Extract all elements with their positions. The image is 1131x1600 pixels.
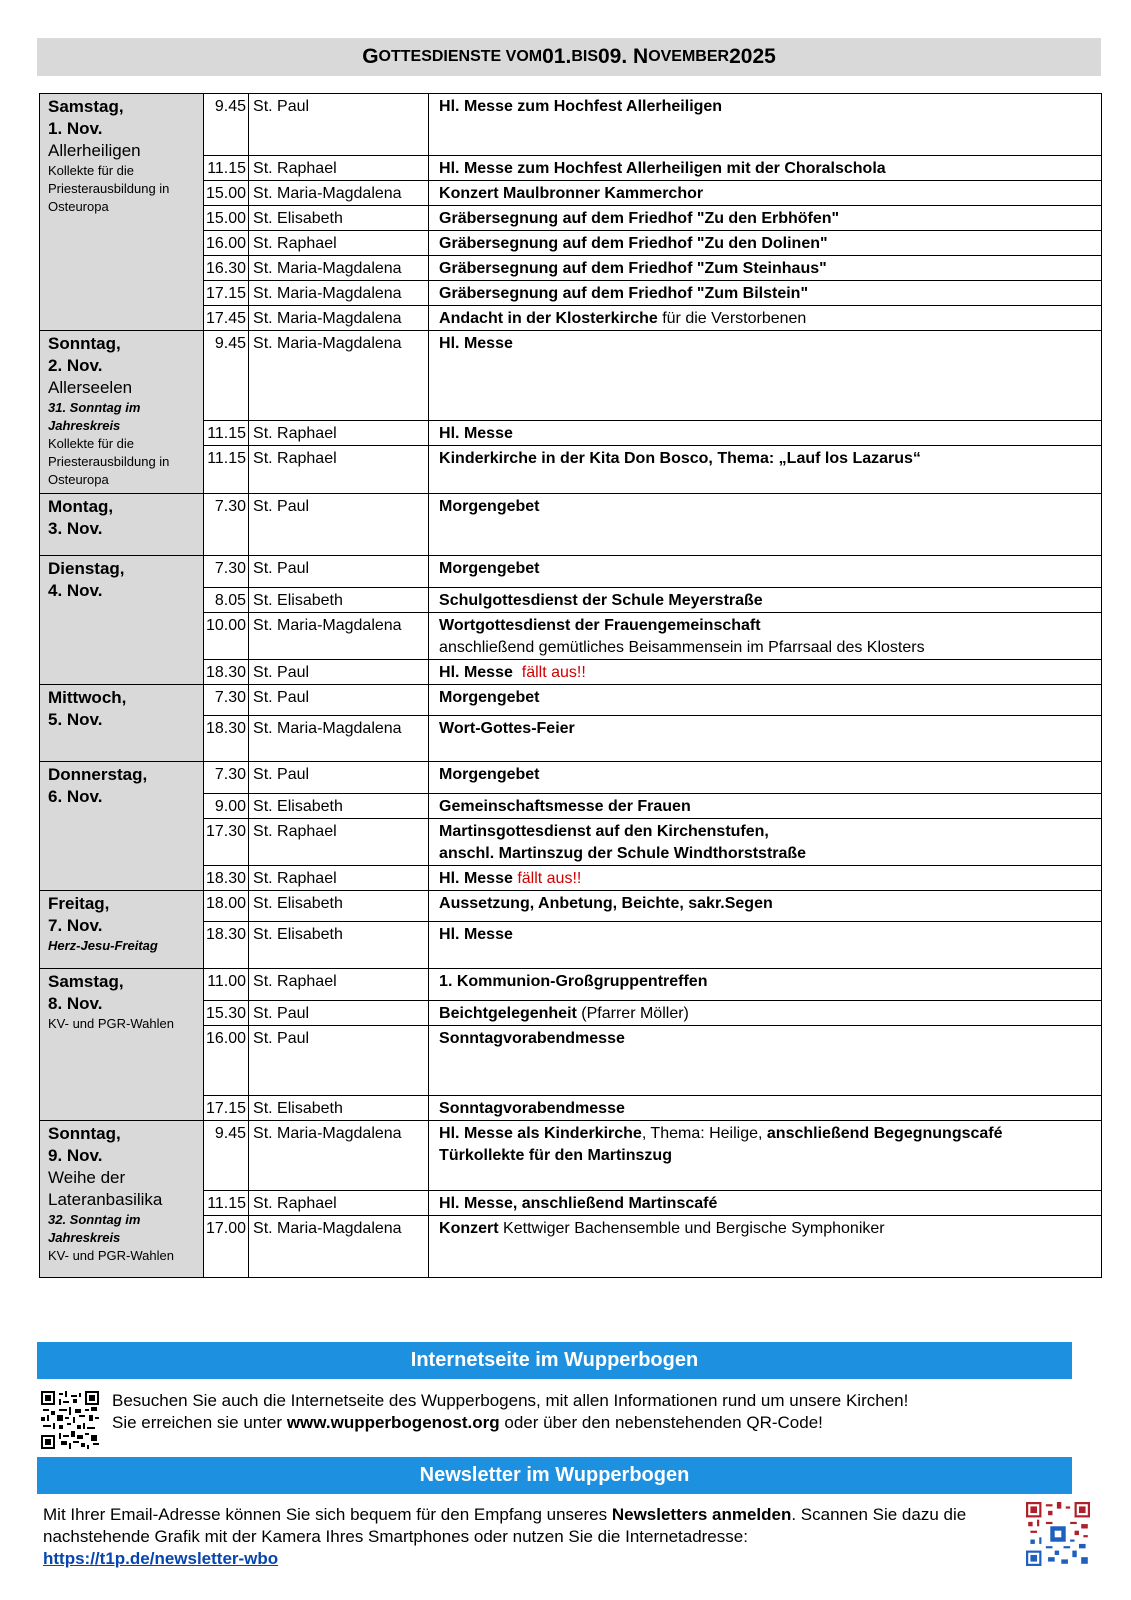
time-cell: 18.00 [204, 891, 249, 922]
location-cell: St. Elisabeth [249, 1096, 429, 1121]
description-cell: Gräbersegnung auf dem Friedhof "Zu den Erbhöfen" [429, 206, 1102, 231]
time-cell: 9.45 [204, 331, 249, 421]
time-cell: 8.05 [204, 588, 249, 613]
website-link[interactable]: www.wupperbogenost.org [286, 1413, 500, 1432]
description-cell: Gräbersegnung auf dem Friedhof "Zu den Dolinen" [429, 231, 1102, 256]
day-cell: Mittwoch, 5. Nov. [40, 685, 204, 762]
location-cell: St. Maria-Magdalena [249, 1216, 429, 1278]
day-cell: Donnerstag, 6. Nov. [40, 762, 204, 891]
description-cell: Hl. Messe [429, 421, 1102, 446]
location-cell: St. Maria-Magdalena [249, 306, 429, 331]
time-cell: 18.30 [204, 660, 249, 685]
location-cell: St. Paul [249, 1026, 429, 1096]
newsletter-link[interactable]: https://t1p.de/newsletter-wbo [43, 1549, 279, 1568]
description-cell: Morgengebet [429, 556, 1102, 588]
table-row [40, 331, 1102, 421]
location-cell: St. Raphael [249, 446, 429, 494]
description-cell: Martinsgottesdienst auf den Kirchenstufen, anschl. Martinszug der Schule Windthorststraße [429, 819, 1102, 866]
time-cell: 7.30 [204, 556, 249, 588]
time-cell: 11.15 [204, 421, 249, 446]
day-cell: Sonntag, 9. Nov. Weihe der Lateranbasilika 32. Sonntag im Jahreskreis KV- und PGR-Wahlen [40, 1121, 204, 1278]
time-cell: 15.00 [204, 206, 249, 231]
cancel-notice: fällt aus!! [517, 870, 582, 887]
description-cell: Kinderkirche in der Kita Don Bosco, Thema: „Lauf los Lazarus“ [429, 446, 1102, 494]
time-cell: 16.30 [204, 256, 249, 281]
location-cell: St. Elisabeth [249, 206, 429, 231]
description-cell: Hl. Messe fällt aus!! [429, 866, 1102, 891]
location-cell: St. Raphael [249, 156, 429, 181]
location-cell: St. Elisabeth [249, 922, 429, 969]
location-cell: St. Paul [249, 762, 429, 794]
description-cell: Aussetzung, Anbetung, Beichte, sakr.Segen [429, 891, 1102, 922]
location-cell: St. Paul [249, 685, 429, 716]
time-cell: 18.30 [204, 922, 249, 969]
description-cell: Gräbersegnung auf dem Friedhof "Zum Bilstein" [429, 281, 1102, 306]
description-cell: Hl. Messe [429, 922, 1102, 969]
description-cell: Hl. Messe zum Hochfest Allerheiligen [429, 94, 1102, 156]
description-cell: Hl. Messe zum Hochfest Allerheiligen mit der Choralschola [429, 156, 1102, 181]
newsletter-description: Mit Ihrer Email-Adresse können Sie sich bequem für den Empfang unseres Newsletters anmelden. Scannen Sie dazu die nachstehende Grafik mit der Kamera Ihres Smartphones oder nutzen Sie die Internetadresse: https://t1p.de/newsletter-wbo [43, 1505, 967, 1568]
schedule-table [39, 93, 1102, 1278]
time-cell: 17.15 [204, 281, 249, 306]
description-cell: Konzert Kettwiger Bachensemble und Bergische Symphoniker [429, 1216, 1102, 1278]
description-cell: Gemeinschaftsmesse der Frauen [429, 794, 1102, 819]
time-cell: 17.15 [204, 1096, 249, 1121]
time-cell: 17.30 [204, 819, 249, 866]
description-cell: Hl. Messe fällt aus!! [429, 660, 1102, 685]
table-row [40, 762, 1102, 794]
table-row [40, 494, 1102, 556]
day-cell: Dienstag, 4. Nov. [40, 556, 204, 685]
day-cell: Freitag, 7. Nov. Herz-Jesu-Freitag [40, 891, 204, 969]
location-cell: St. Maria-Magdalena [249, 1121, 429, 1191]
page-title: G OTTESDIENSTE VOM 01. BIS 09. N OVEMBER 2025 [37, 38, 1101, 76]
time-cell: 7.30 [204, 685, 249, 716]
time-cell: 9.45 [204, 1121, 249, 1191]
location-cell: St. Paul [249, 494, 429, 556]
description-cell: Sonntagvorabendmesse [429, 1026, 1102, 1096]
time-cell: 11.15 [204, 446, 249, 494]
description-cell: Gräbersegnung auf dem Friedhof "Zum Steinhaus" [429, 256, 1102, 281]
time-cell: 10.00 [204, 613, 249, 660]
time-cell: 7.30 [204, 762, 249, 794]
location-cell: St. Raphael [249, 866, 429, 891]
location-cell: St. Maria-Magdalena [249, 281, 429, 306]
description-cell: Morgengebet [429, 762, 1102, 794]
description-cell: Morgengebet [429, 494, 1102, 556]
newsletter-section-header: Newsletter im Wupperbogen [37, 1457, 1072, 1494]
table-row [40, 94, 1102, 156]
time-cell: 9.00 [204, 794, 249, 819]
day-cell: Samstag, 1. Nov. Allerheiligen Kollekte für die Priesterausbildung in Osteuropa [40, 94, 204, 331]
description-cell: Wortgottesdienst der Frauengemeinschaft anschließend gemütliches Beisammensein im Pfarrsaal des Klosters [429, 613, 1102, 660]
location-cell: St. Raphael [249, 231, 429, 256]
time-cell: 16.00 [204, 1026, 249, 1096]
time-cell: 15.30 [204, 1001, 249, 1026]
location-cell: St. Raphael [249, 819, 429, 866]
location-cell: St. Raphael [249, 421, 429, 446]
qr-code-icon[interactable] [41, 1391, 99, 1449]
description-cell: Hl. Messe, anschließend Martinscafé [429, 1191, 1102, 1216]
time-cell: 17.00 [204, 1216, 249, 1278]
table-row [40, 891, 1102, 922]
time-cell: 15.00 [204, 181, 249, 206]
day-cell: Samstag, 8. Nov. KV- und PGR-Wahlen [40, 969, 204, 1121]
table-row [40, 1121, 1102, 1191]
time-cell: 11.00 [204, 969, 249, 1001]
cancel-notice: fällt aus!! [521, 664, 586, 681]
location-cell: St. Paul [249, 94, 429, 156]
table-row [40, 969, 1102, 1001]
description-cell: Morgengebet [429, 685, 1102, 716]
location-cell: St. Elisabeth [249, 588, 429, 613]
location-cell: St. Raphael [249, 1191, 429, 1216]
description-cell: Schulgottesdienst der Schule Meyerstraße [429, 588, 1102, 613]
table-row [40, 685, 1102, 716]
description-cell: Hl. Messe [429, 331, 1102, 421]
location-cell: St. Paul [249, 556, 429, 588]
location-cell: St. Maria-Magdalena [249, 716, 429, 762]
location-cell: St. Maria-Magdalena [249, 181, 429, 206]
description-cell: 1. Kommunion-Großgruppentreffen [429, 969, 1102, 1001]
time-cell: 17.45 [204, 306, 249, 331]
time-cell: 18.30 [204, 716, 249, 762]
description-cell: Beichtgelegenheit (Pfarrer Möller) [429, 1001, 1102, 1026]
table-row [40, 556, 1102, 588]
location-cell: St. Elisabeth [249, 891, 429, 922]
location-cell: St. Maria-Magdalena [249, 613, 429, 660]
day-cell: Sonntag, 2. Nov. Allerseelen 31. Sonntag im Jahreskreis Kollekte für die Priesterausbildung in Osteuropa [40, 331, 204, 494]
time-cell: 18.30 [204, 866, 249, 891]
description-cell: Hl. Messe als Kinderkirche, Thema: Heilige, anschließend Begegnungscafé Türkollekte für den Martinszug [429, 1121, 1102, 1191]
day-cell: Montag, 3. Nov. [40, 494, 204, 556]
location-cell: St. Raphael [249, 969, 429, 1001]
location-cell: St. Elisabeth [249, 794, 429, 819]
time-cell: 11.15 [204, 156, 249, 181]
description-cell: Sonntagvorabendmesse [429, 1096, 1102, 1121]
location-cell: St. Maria-Magdalena [249, 256, 429, 281]
location-cell: St. Paul [249, 1001, 429, 1026]
time-cell: 7.30 [204, 494, 249, 556]
description-cell: Wort-Gottes-Feier [429, 716, 1102, 762]
time-cell: 11.15 [204, 1191, 249, 1216]
newsletter-qr-code-icon[interactable] [1026, 1502, 1090, 1566]
description-cell: Konzert Maulbronner Kammerchor [429, 181, 1102, 206]
description-cell: Andacht in der Klosterkirche für die Verstorbenen [429, 306, 1102, 331]
time-cell: 16.00 [204, 231, 249, 256]
internet-section-header: Internetseite im Wupperbogen [37, 1342, 1072, 1379]
location-cell: St. Maria-Magdalena [249, 331, 429, 421]
location-cell: St. Paul [249, 660, 429, 685]
internet-description: Besuchen Sie auch die Internetseite des Wupperbogens, mit allen Informationen rund um unsere Kirchen! Sie erreichen sie unter www.wupperbogenost.org oder über den nebenstehenden QR-Code! [112, 1391, 909, 1432]
time-cell: 9.45 [204, 94, 249, 156]
